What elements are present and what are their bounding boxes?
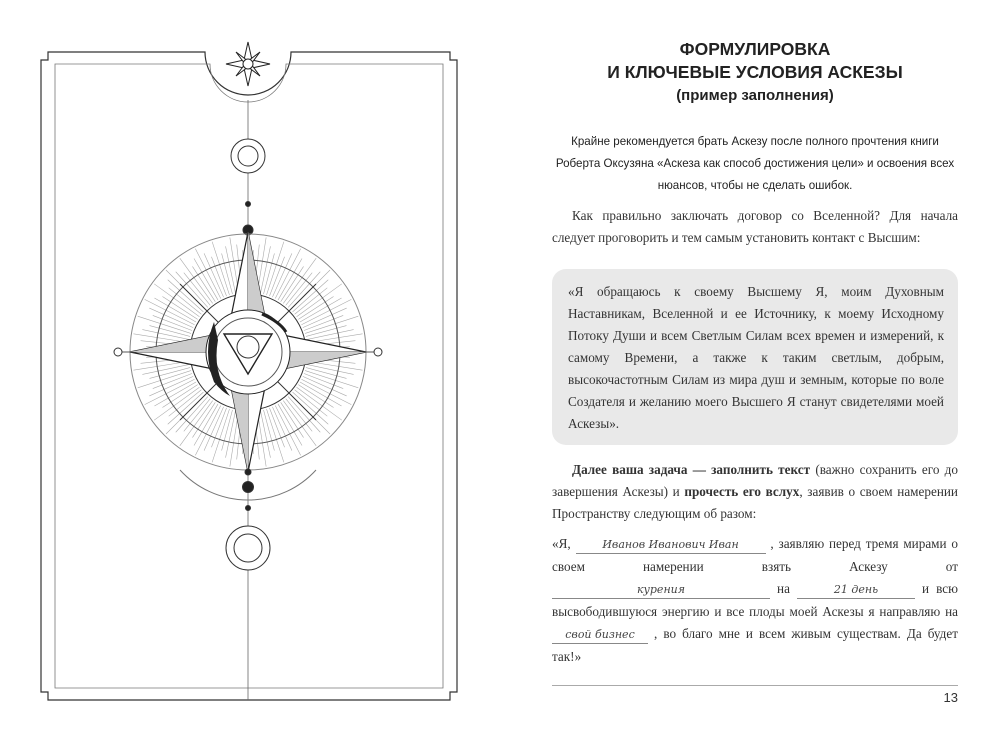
page-title — [552, 38, 958, 107]
quote-text: «Я обращаюсь к своему Высшему Я, моим Духовным Наставникам, Вселенной и ее Источнику, к моему Исходному Потоку Души и всем Светлым Силам всех времен и измерений, к самому Времени, а также к таким светлым, добрым, высокочастотным Силам из мира душ и земным, которые по воле Создателя и желанию моего Высшего Я станут свидетелями моей Аскезы». — [568, 284, 944, 431]
duration-field[interactable]: 21 день — [797, 581, 915, 599]
ray — [204, 253, 224, 297]
title-line-1: ФОРМУЛИРОВКА — [679, 39, 831, 59]
ray — [283, 401, 316, 446]
task-bold-1: Далее ваша задача — заполнить текст — [572, 462, 811, 477]
from-field[interactable]: курения — [552, 581, 770, 599]
ray — [180, 401, 213, 446]
form-text: , заявляю перед тремя мирами о своем намерении взять Аскезу от — [552, 536, 959, 574]
text-page — [552, 0, 958, 741]
declaration-form — [552, 533, 958, 668]
ray — [272, 253, 292, 297]
page-subtitle: (пример заполнения) — [676, 87, 834, 104]
ray — [303, 308, 347, 328]
form-text: и всю высвободившуюся энергию и все плоды моей Аскезы я направляю на — [552, 581, 958, 619]
top-star-icon — [226, 42, 270, 86]
ray — [297, 387, 342, 420]
form-text: «Я, — [552, 536, 576, 551]
lead-paragraph: Крайне рекомендуется брать Аскезу после полного прочтения книги Роберта Оксузяна «Аскеза как способ достижения цели» и освоения всех нюансов, чтобы не сделать ошибок. — [555, 135, 955, 192]
illustration-page — [0, 0, 500, 741]
ray — [303, 376, 347, 396]
footer-divider — [552, 685, 958, 686]
name-field[interactable]: Иванов Иванович Иван — [576, 536, 766, 554]
ray — [154, 387, 199, 420]
task-mid: (важно сохранить его до завершения Аскезы) и — [552, 462, 958, 499]
ray — [297, 284, 342, 317]
ray — [154, 284, 199, 317]
esoteric-compass-illustration — [0, 0, 500, 741]
ray — [283, 258, 316, 303]
ray — [149, 308, 193, 328]
intro-paragraph — [552, 205, 958, 249]
ray — [149, 376, 193, 396]
title-line-2: И КЛЮЧЕВЫЕ УСЛОВИЯ АСКЕЗЫ — [607, 62, 903, 82]
text-column — [552, 38, 958, 668]
ray — [272, 407, 292, 451]
invocation-quote-box — [552, 269, 958, 445]
task-bold-2: прочесть его вслух — [684, 484, 800, 499]
task-paragraph — [552, 459, 958, 525]
ray — [204, 407, 224, 451]
form-text: на — [770, 581, 797, 596]
task-end: , заявив о своем намерении Пространству следующим об разом: — [552, 484, 958, 521]
page-number: 13 — [943, 690, 958, 705]
form-text: , во благо мне и всем живым существам. Да будет так!» — [552, 626, 958, 664]
ray — [180, 258, 213, 303]
intro-text: Как правильно заключать договор со Вселенной? Для начала следует проговорить и тем самым установить контакт с Высшим: — [552, 208, 958, 245]
target-field[interactable]: свой бизнес — [552, 626, 648, 644]
